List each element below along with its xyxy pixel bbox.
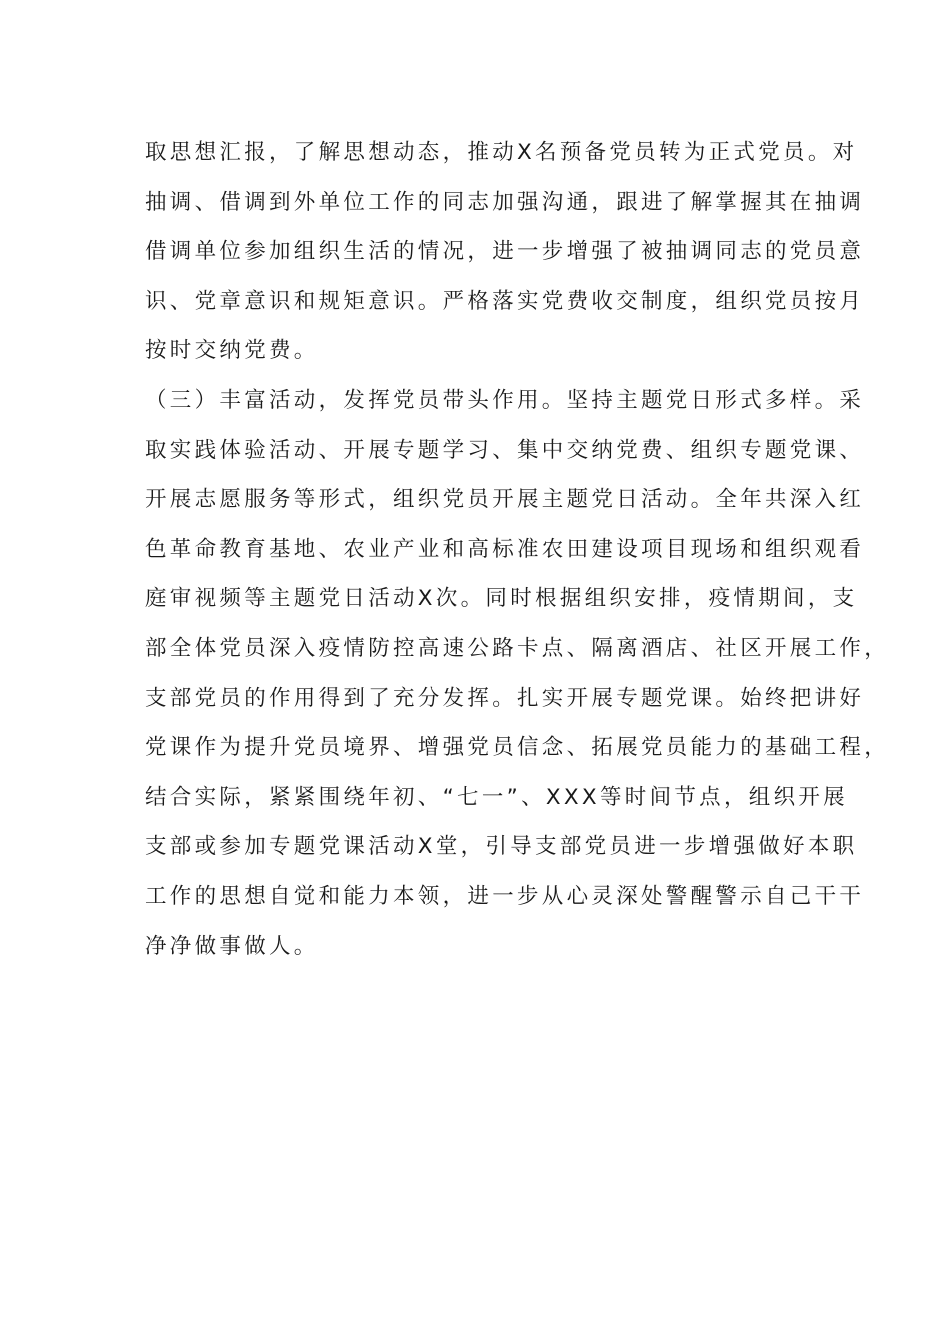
text-line: 取思想汇报，了解思想动态，推动X名预备党员转为正式党员。对 bbox=[145, 140, 858, 165]
text-line: 识、党章意识和规矩意识。严格落实党费收交制度，组织党员按月 bbox=[145, 288, 865, 314]
text-line: 取实践体验活动、开展专题学习、集中交纳党费、组织专题党课、 bbox=[145, 437, 865, 463]
text-line: 部全体党员深入疫情防控高速公路卡点、隔离酒店、社区开展工作， bbox=[145, 635, 890, 661]
text-line: 支部或参加专题党课活动X堂，引导支部党员进一步增强做好本职 bbox=[145, 834, 858, 860]
section-heading-line: （三）丰富活动，发挥党员带头作用。坚持主题党日形式多样。采 bbox=[145, 387, 865, 413]
text-line: 党课作为提升党员境界、增强党员信念、拓展党员能力的基础工程， bbox=[145, 735, 890, 761]
text-line: 支部党员的作用得到了充分发挥。扎实开展专题党课。始终把讲好 bbox=[145, 685, 865, 711]
text-line: 庭审视频等主题党日活动X次。同时根据组织安排，疫情期间，支 bbox=[145, 586, 858, 612]
text-line: 净净做事做人。 bbox=[145, 933, 319, 959]
text-line: 结合实际，紧紧围绕年初、“七一”、XXX等时间节点，组织开展 bbox=[145, 784, 848, 810]
text-line: 色革命教育基地、农业产业和高标准农田建设项目现场和组织观看 bbox=[145, 536, 865, 562]
text-line: 按时交纳党费。 bbox=[145, 338, 319, 364]
text-line: 借调单位参加组织生活的情况，进一步增强了被抽调同志的党员意 bbox=[145, 239, 865, 265]
text-line: 抽调、借调到外单位工作的同志加强沟通，跟进了解掌握其在抽调 bbox=[145, 189, 865, 215]
text-line: 工作的思想自觉和能力本领，进一步从心灵深处警醒警示自己干干 bbox=[145, 883, 865, 909]
body-text bbox=[145, 128, 890, 971]
text-line: 开展志愿服务等形式，组织党员开展主题党日活动。全年共深入红 bbox=[145, 487, 865, 513]
